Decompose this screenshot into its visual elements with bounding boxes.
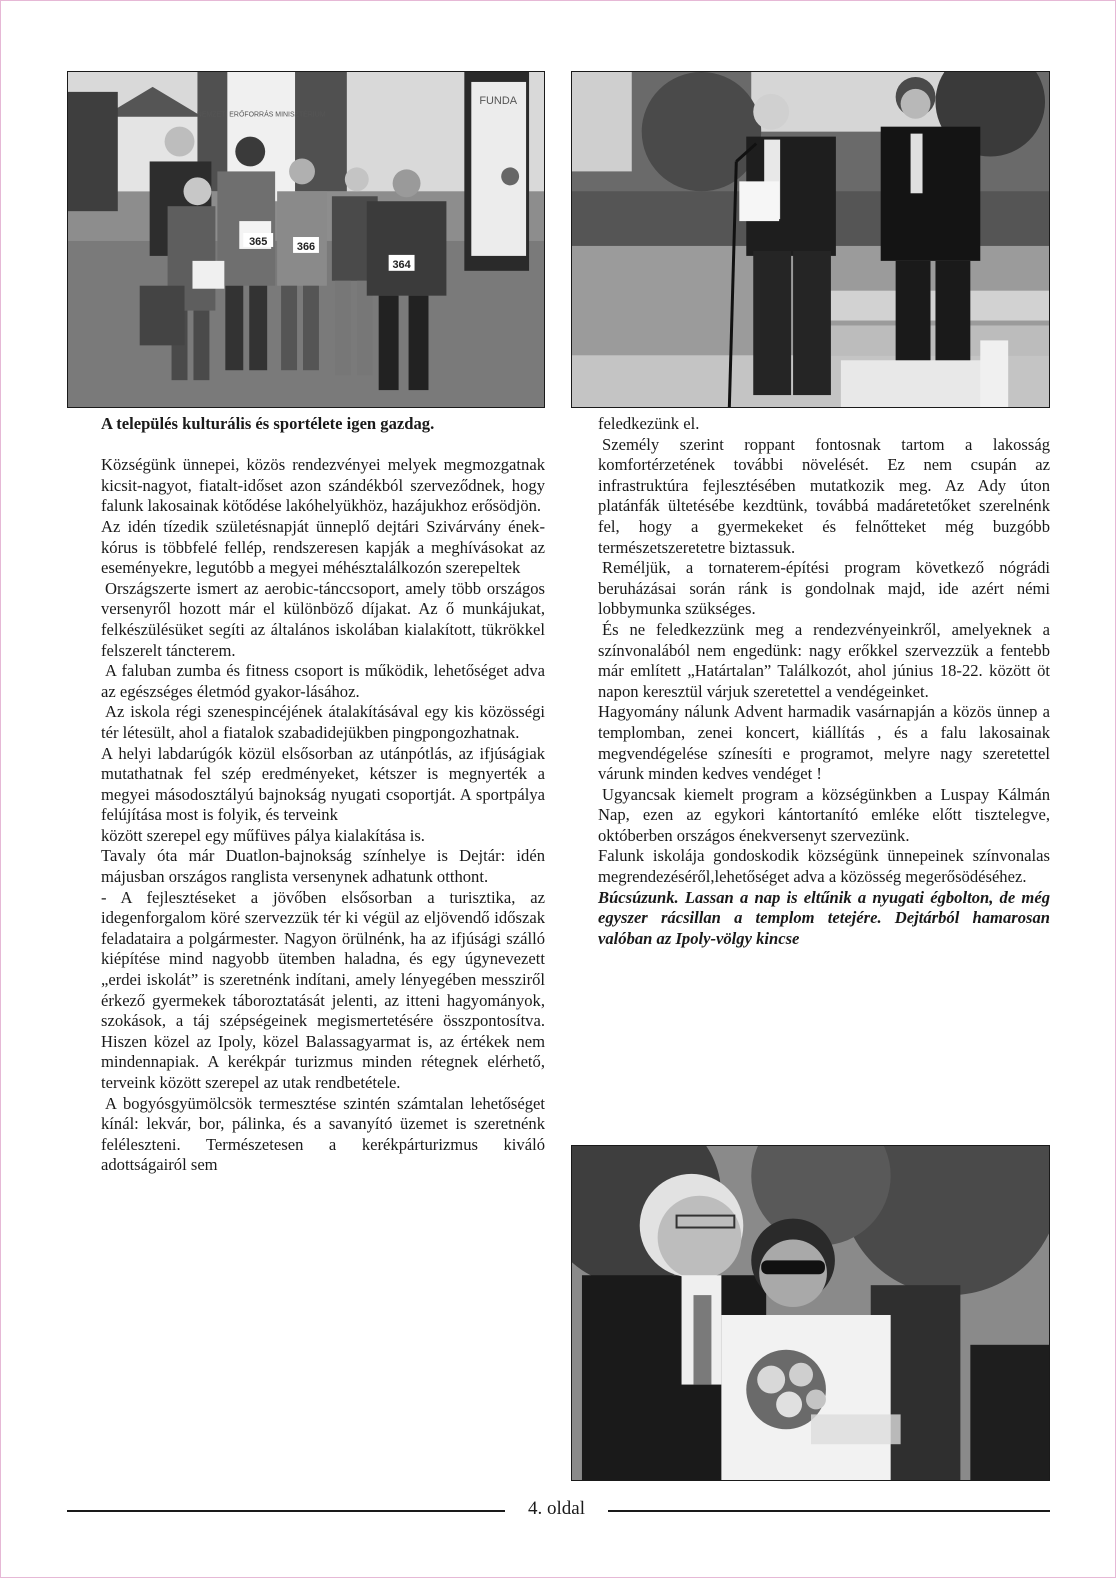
bib-364: 364: [392, 258, 411, 271]
paragraph: A helyi labdarúgók közül elsősorban az utánpótlás, az ifjúságiak mutathatnak fel szép eredményeket, kétszer is megnyerték a megyei másodosztályú bajnokság nyugati csoportját. A sportpálya felújítása most is folyik, és terveink: [101, 743, 545, 825]
paragraph: Falunk iskolája gondoskodik községünk ünnepeinek színvonalas megrendezéséről,lehetőséget adva a közösség megerősödéséhez.: [598, 846, 1050, 887]
bib-365: 365: [249, 235, 268, 248]
photo-speech: [571, 71, 1050, 408]
paragraph: Az iskola régi szenespincéjének átalakításával egy kis közösségi tér létesült, ahol a fiatalok szabadidejükben pingpongozhatnak.: [101, 702, 545, 742]
right-column: [598, 414, 1050, 949]
paragraph: Az idén tízedik születésnapját ünneplő dejtári Szivárvány ének-kórus is többfelé fellép, rendszeresen kapják a meghívásokat az eseményekre, legutóbb a megyei méhésztalálkozón szerepeltek: [101, 516, 545, 578]
photo-children-race-image: [68, 72, 544, 407]
footer-rule-right: [608, 1510, 1050, 1512]
paragraph: Országszerte ismert az aerobic-tánccsoport, amely több országos versenyről hozott már el különböző díjakat. Az ő munkájukat, felkészülésüket segíti az általános iskolában kialakított, tükrökkel felszerelt táncterem.: [101, 578, 545, 660]
bib-366: 366: [296, 240, 316, 253]
paragraph: A bogyósgyümölcsök termesztése szintén számtalan lehetőséget kínál: lekvár, bor, pálinka, és a savanyító üzemet is szeretnénk feléleszteni. Természetesen a kerékpárturizmus kiváló adottságairól sem: [101, 1093, 545, 1175]
photo-speech-image: [572, 72, 1049, 407]
paragraph: A faluban zumba és fitness csoport is működik, lehetőséget adva az egészséges életmód gyakor-lásához.: [101, 661, 545, 701]
page-number: 4. oldal: [528, 1498, 585, 1519]
paragraph: Személy szerint roppant fontosnak tartom a lakosság komfortérzetének további növelését. Ez nem csupán az infrastruktúra fejlesztésében mutatkozik meg. Az Ady úton platánfák ültetésébe kezdtünk, továbbá madáretetőket szerelnénk fel, hogy a gyermekeket és felnőtteket még buzgóbb természetszeretetre biztassuk.: [598, 434, 1050, 557]
paragraph: között szerepel egy műfüves pálya kialakítása is.: [101, 825, 425, 845]
paragraph: - A fejlesztéseket a jövőben elsősorban a turisztika, az idegenforgalom köré szervezzük tér ki végül az eljövendő időszak feladataira a polgármester. Nagyon örülnénk, ha az ifjúsági szálló kiépítése mind nagyobb ütemben haladna, és egy úgynevezett „erdei iskolát” is szeretnénk indítani, amely lényegében messziről érkező gyermekek táboroztatását jelenti, az itteni hagyományok, szokások, a táj szépségeinek megismertetésére összpontosítva. Hiszen közel az Ipoly, közel Balassagyarmat is, az értékek nem mindennapiak. A kerékpár turizmus minden rétegnek elérhető, terveink között szerepel az utak rendbetétele.: [101, 887, 545, 1092]
photo-couple-flowers: [571, 1145, 1050, 1481]
sign-ministry: NEMZETI ERŐFORRÁS MINISZTÉRIUM: [196, 111, 326, 119]
photo-couple-flowers-image: [572, 1146, 1049, 1480]
paragraph: feledkezünk el.: [598, 414, 700, 433]
paragraph: Hagyomány nálunk Advent harmadik vasárnapján a közös ünnep a templomban, zenei koncert, kiállítás , és a falu lakosainak megvendégelése színesíti e programot, melyre nagy szeretettel várunk minden kedves vendéget !: [598, 702, 1050, 784]
closing-text: Búcsúzunk. Lassan a nap is eltűnik a nyugati égbolton, de még egyszer rácsillan a templom tetejére. Dejtárból hamarosan valóban az Ipoly-völgy kincse: [598, 887, 1050, 948]
section-heading: A település kulturális és sportélete igen gazdag.: [101, 414, 435, 433]
paragraph: Ugyancsak kiemelt program a községünkben a Luspay Kálmán Nap, ezen az egykori kántortanító emléke előtt tisztelegve, októberben országos énekversenyt szervezünk.: [598, 784, 1050, 845]
sign-funda: FUNDA: [479, 94, 518, 107]
paragraph: Tavaly óta már Duatlon-bajnokság színhelye is Dejtár: idén májusban országos ranglista versenynek adhatunk otthont.: [101, 846, 545, 887]
paragraph: Községünk ünnepei, közös rendezvényei melyek megmozgatnak kicsit-nagyot, fiatalt-időset azon szándékból szerveződnek, hogy falunk lakosainak kötődése lakóhelyükhöz, hazájukhoz erősödjön.: [101, 455, 545, 516]
left-column: [101, 414, 545, 1176]
footer-rule-left: [67, 1510, 505, 1512]
paragraph: És ne feledkezzünk meg a rendezvényeinkről, amelyeknek a színvonalából nem engedünk: nagy erőkkel szervezzük a fentebb már említett „Határtalan” Találkozót, ahol június 18-22. között öt napon keresztül várjuk szeretettel a vendégeinket.: [598, 619, 1050, 701]
paragraph: Reméljük, a tornaterem-építési program következő nógrádi beruházásai során ránk is gondolnak majd, ide azért némi lobbymunka szükséges.: [598, 558, 1050, 619]
photo-children-race: [67, 71, 545, 408]
